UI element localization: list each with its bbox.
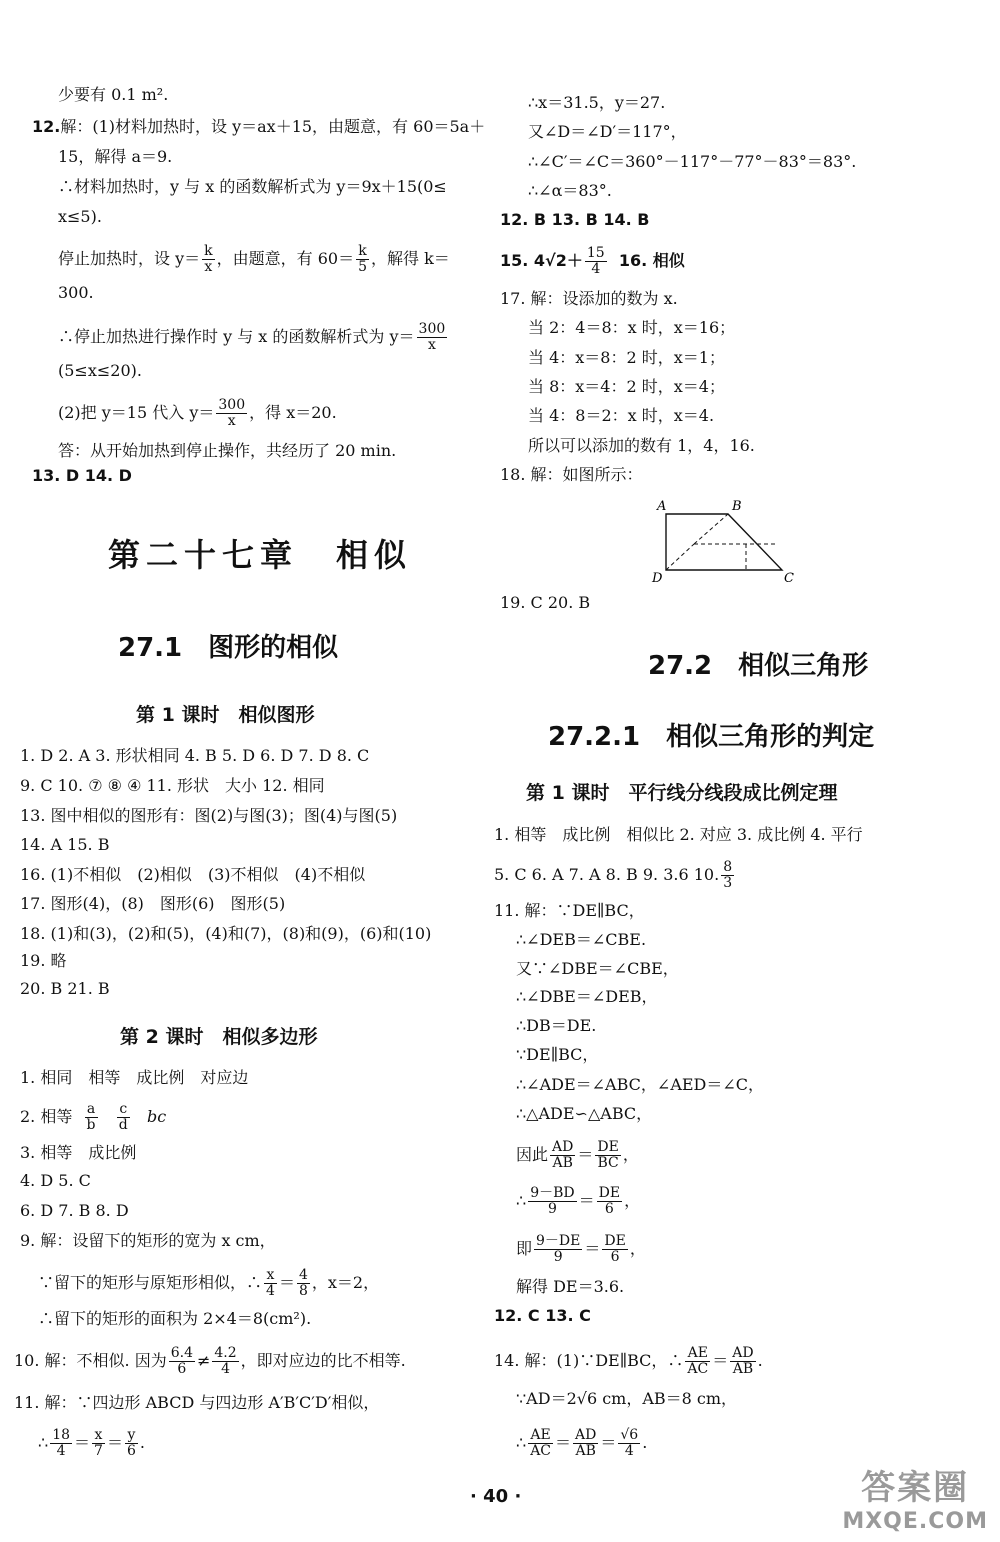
numerator: x: [92, 1428, 105, 1444]
answer-line: 1. D 2. A 3. 形状相同 4. B 5. D 6. D 7. D 8. C: [20, 746, 370, 765]
answer-line: 又∵∠DBE＝∠CBE，: [516, 959, 679, 978]
answer-line: [500, 246, 685, 277]
answer-text: 16. 相似: [618, 251, 685, 270]
fraction: [534, 1234, 582, 1265]
answer-text: ∴停止加热进行操作时 y 与 x 的函数解析式为 y＝: [58, 327, 415, 346]
fraction: [297, 1268, 310, 1299]
numerator: AE: [528, 1428, 553, 1444]
numerator: √6: [620, 1427, 639, 1443]
answer-line: 17. 解：设添加的数为 x.: [500, 289, 678, 308]
answer-text: bc: [147, 1107, 167, 1126]
answer-line: ∴ $\frac{9-BD}{9}$ ＝ $\frac{DE}{6}$ ，: [516, 1185, 641, 1217]
fraction: [585, 246, 607, 277]
answer-line: ∴∠C′＝∠C＝360°－117°－77°－83°＝83°.: [528, 152, 857, 171]
answer-line: 少要有 0.1 m².: [58, 85, 169, 104]
fraction: [125, 1428, 138, 1459]
watermark-text: 答案圈: [861, 1468, 970, 1508]
answer-line: 19. C 20. B: [500, 593, 591, 612]
denominator: 6: [610, 1249, 620, 1265]
answer-line: 300.: [58, 283, 94, 302]
answer-line: 即 $\frac{9-DE}{9}$ ＝ $\frac{DE}{6}$ ，: [516, 1233, 646, 1265]
watermark-logo: [842, 1460, 988, 1534]
numerator: k: [356, 244, 369, 260]
denominator: 3: [723, 875, 733, 891]
fraction: [169, 1346, 195, 1377]
denominator: 4: [624, 1443, 634, 1459]
lesson-title: 第 1 课时 平行线分线段成比例定理: [526, 782, 838, 804]
answer-line: 当 4：8＝2：x 时，x＝4.: [528, 406, 715, 425]
answer-line: 4. D 5. C: [20, 1171, 91, 1190]
answer-line: 又∠D＝∠D′＝117°，: [528, 122, 687, 141]
numerator: y: [125, 1428, 138, 1444]
numerator: AD: [552, 1139, 574, 1155]
numerator: 9－BD: [530, 1185, 575, 1201]
numerator: 9－DE: [536, 1233, 581, 1249]
answer-line: 18. 解：如图所示：: [500, 465, 643, 484]
denominator: 7: [94, 1443, 103, 1459]
numerator: 4: [298, 1267, 308, 1283]
answer-line: 9. C 10. ⑦ ⑧ ④ 11. 形状 大小 12. 相同: [20, 776, 325, 795]
denominator: 9: [553, 1249, 563, 1265]
numerator: DE: [604, 1233, 626, 1249]
numerator: AD: [732, 1345, 754, 1361]
answer-text: 因此: [516, 1145, 549, 1164]
fraction: [216, 398, 247, 429]
numerator: x: [264, 1268, 277, 1284]
answer-line: 答：从开始加热到停止操作，共经历了 20 min.: [58, 441, 397, 460]
vertex-label: B: [732, 499, 742, 514]
numerator: 8: [723, 859, 733, 875]
answer-line: 16. (1)不相似 (2)相似 (3)不相似 (4)不相似: [20, 865, 366, 884]
question-number: 12.: [32, 117, 61, 136]
answer-line: 所以可以添加的数有 1，4，16.: [528, 436, 755, 455]
numerator: k: [204, 243, 213, 259]
fraction: [597, 1186, 622, 1217]
answer-line: 6. D 7. B 8. D: [20, 1201, 129, 1220]
trapezoid-figure: [648, 494, 798, 586]
fraction: [212, 1346, 238, 1377]
fraction: [528, 1186, 576, 1217]
denominator: 6: [126, 1443, 136, 1459]
denominator: 4: [266, 1283, 275, 1299]
answer-text: ，x＝2，: [311, 1273, 380, 1292]
fraction: [264, 1268, 277, 1299]
numerator: 6.4: [170, 1345, 193, 1361]
answer-line: 18. (1)和(3)，(2)和(5)，(4)和(7)，(8)和(9)，(6)和(10): [20, 924, 432, 943]
chapter-title: 第二十七章 相似: [108, 536, 413, 574]
fraction: [117, 1102, 130, 1133]
answer-line: 19. 略: [20, 951, 67, 970]
answer-text: 5. C 6. A 7. A 8. B 9. 3.6 10.: [494, 865, 720, 884]
vertex-label: C: [784, 571, 794, 586]
fraction: [202, 244, 214, 275]
denominator: AC: [530, 1443, 552, 1459]
denominator: AC: [687, 1361, 709, 1377]
answer-text: 10. 解：不相似. 因为: [14, 1351, 167, 1370]
answer-line: ∴材料加热时，y 与 x 的函数解析式为 y＝9x＋15(0≤: [58, 177, 447, 196]
fraction: [685, 1346, 710, 1377]
fraction: [417, 322, 448, 353]
numerator: DE: [597, 1139, 619, 1155]
answer-text: ，解得 k＝: [371, 249, 450, 268]
answer-line: ∵DE∥BC，: [516, 1045, 599, 1064]
answer-line: ∵AD＝2√6 cm，AB＝8 cm，: [516, 1389, 738, 1408]
denominator: AB: [732, 1361, 754, 1377]
fraction: [595, 1140, 620, 1171]
answer-text: ，得 x＝20.: [249, 403, 337, 422]
answer-line: ∴x＝31.5，y＝27.: [528, 93, 666, 112]
denominator: x: [227, 413, 236, 429]
denominator: 9: [547, 1201, 557, 1217]
answer-line: 13. D 14. D: [32, 466, 132, 485]
answer-line: ∴∠ADE＝∠ABC，∠AED＝∠C，: [516, 1075, 765, 1094]
denominator: BC: [597, 1155, 619, 1171]
fraction: [721, 860, 734, 891]
denominator: 6: [177, 1361, 187, 1377]
answer-line: ∴ $\frac{AE}{AC}$ ＝ $\frac{AD}{AB}$ ＝ $\frac{√6}{4}$ .: [516, 1427, 648, 1459]
denominator: x: [204, 259, 213, 275]
subsection-title: 27.2.1 相似三角形的判定: [548, 722, 875, 752]
answer-line: [58, 322, 449, 353]
answer-line: 17. 图形(4)，(8) 图形(6) 图形(5): [20, 894, 286, 913]
answer-line: ∴∠DEB＝∠CBE.: [516, 930, 647, 949]
numerator: DE: [598, 1185, 621, 1201]
answer-line: ∴∠DBE＝∠DEB，: [516, 987, 658, 1006]
fraction: [50, 1428, 72, 1459]
dashed-line: [694, 514, 728, 544]
answer-line: [20, 1102, 166, 1133]
denominator: 4: [221, 1361, 230, 1377]
answer-text: 解：(1)材料加热时，设 y＝ax＋15，由题意，有 60＝5a＋: [60, 117, 486, 136]
answer-line: [494, 860, 736, 891]
answer-line: 11. 解：∵DE∥BC，: [494, 901, 645, 920]
answer-text: (2)把 y＝15 代入 y＝: [58, 403, 215, 422]
trapezoid-outline: [666, 514, 782, 570]
denominator: AB: [552, 1155, 573, 1171]
answer-line: ∴DB＝DE.: [516, 1016, 597, 1035]
fraction: [356, 244, 369, 275]
denominator: b: [86, 1117, 96, 1133]
numerator: 300: [218, 397, 246, 413]
answer-text: 15. 4√2＋: [500, 251, 583, 270]
answer-line: 3. 相等 成比例: [20, 1143, 137, 1162]
denominator: AB: [575, 1443, 596, 1459]
page-number: · 40 ·: [470, 1486, 522, 1507]
fraction: [730, 1346, 755, 1377]
numerator: 300: [418, 321, 446, 337]
section-title: 27.1 图形的相似: [118, 633, 339, 663]
answer-text: ，由题意，有 60＝: [216, 249, 355, 268]
answer-line: 11. 解：∵四边形 ABCD 与四边形 A′B′C′D′相似，: [14, 1393, 380, 1412]
numerator: 18: [52, 1427, 71, 1443]
numerator: AE: [685, 1346, 710, 1362]
denominator: 8: [298, 1283, 308, 1299]
answer-line: ∵留下的矩形与原矩形相似，∴ $\frac{x}{4}$ ＝ $\frac{4}{8}$ ，x＝2，: [38, 1267, 380, 1299]
denominator: x: [427, 337, 436, 353]
fraction: [92, 1428, 105, 1459]
answer-line: 14. A 15. B: [20, 835, 110, 854]
answer-line: [58, 244, 450, 275]
answer-line: ∴ $\frac{18}{4}$ ＝ $\frac{x}{7}$ ＝ $\frac{y}{6}$ .: [38, 1427, 145, 1459]
fraction: [528, 1428, 553, 1459]
fraction: [618, 1428, 640, 1459]
fraction: [550, 1140, 575, 1171]
answer-text: 停止加热时，设 y＝: [58, 249, 201, 268]
denominator: 4: [56, 1443, 66, 1459]
answer-line: 当 2：4＝8：x 时，x＝16；: [528, 318, 736, 337]
answer-line: 12. B 13. B 14. B: [500, 210, 650, 229]
answer-text: ，即对应边的比不相等.: [240, 1351, 406, 1370]
denominator: 4: [591, 261, 601, 277]
numerator: a: [85, 1102, 98, 1118]
answer-line: ∴留下的矩形的面积为 2×4＝8(cm²).: [38, 1309, 312, 1328]
vertex-label: D: [652, 571, 663, 586]
answer-line: ∴△ADE∽△ABC，: [516, 1104, 653, 1123]
answer-text: 14. 解：(1)∵DE∥BC，∴: [494, 1351, 684, 1370]
answer-text: 即: [516, 1239, 533, 1258]
answer-line: [58, 398, 337, 429]
fraction: [573, 1428, 598, 1459]
denominator: 6: [604, 1201, 614, 1217]
answer-line: 9. 解：设留下的矩形的宽为 x cm，: [20, 1231, 276, 1250]
answer-line: [32, 116, 485, 138]
watermark-url: MXQE.COM: [842, 1509, 988, 1534]
section-title: 27.2 相似三角形: [648, 651, 869, 681]
answer-line: 12. C 13. C: [494, 1306, 591, 1325]
answer-line: 因此 $\frac{AD}{AB}$ ＝ $\frac{DE}{BC}$ ，: [516, 1139, 639, 1171]
numerator: 4.2: [214, 1345, 237, 1361]
page-number-value: 40: [483, 1486, 509, 1507]
dashed-line: [666, 544, 694, 570]
answer-line: 15，解得 a＝9.: [58, 147, 173, 166]
answer-line: (5≤x≤20).: [58, 361, 142, 380]
numerator: 15: [586, 245, 605, 261]
lesson-title: 第 2 课时 相似多边形: [120, 1026, 318, 1048]
answer-text: 2. 相等: [20, 1107, 73, 1126]
answer-line: 当 4：x＝8：2 时，x＝1；: [528, 348, 725, 367]
denominator: 5: [358, 259, 367, 275]
numerator: c: [117, 1102, 130, 1118]
answer-text: ∵留下的矩形与原矩形相似，∴: [38, 1273, 263, 1292]
answer-line: 13. 图中相似的图形有：图(2)与图(3)；图(4)与图(5): [20, 806, 398, 825]
answer-line: 解得 DE＝3.6.: [516, 1277, 625, 1296]
vertex-label: A: [657, 499, 667, 514]
answer-line: 14. 解：(1)∵DE∥BC，∴ $\frac{AE}{AC}$ ＝ $\frac{AD}{AB}$ .: [494, 1345, 763, 1377]
numerator: AD: [575, 1427, 597, 1443]
answer-line: ∴∠α＝83°.: [528, 181, 612, 200]
answer-line: x≤5).: [58, 207, 102, 226]
fraction: [85, 1102, 98, 1133]
denominator: d: [118, 1117, 128, 1133]
answer-line: 1. 相同 相等 成比例 对应边: [20, 1068, 249, 1087]
answer-line: 20. B 21. B: [20, 979, 110, 998]
lesson-title: 第 1 课时 相似图形: [136, 704, 315, 726]
answer-line: 1. 相等 成比例 相似比 2. 对应 3. 成比例 4. 平行: [494, 825, 863, 844]
fraction: [602, 1234, 627, 1265]
answer-line: 10. 解：不相似. 因为 $\frac{6.4}{6}$ ≠ $\frac{4.2}{4}$ ，即对应边的比不相等.: [14, 1345, 406, 1377]
answer-line: 当 8：x＝4：2 时，x＝4；: [528, 377, 725, 396]
